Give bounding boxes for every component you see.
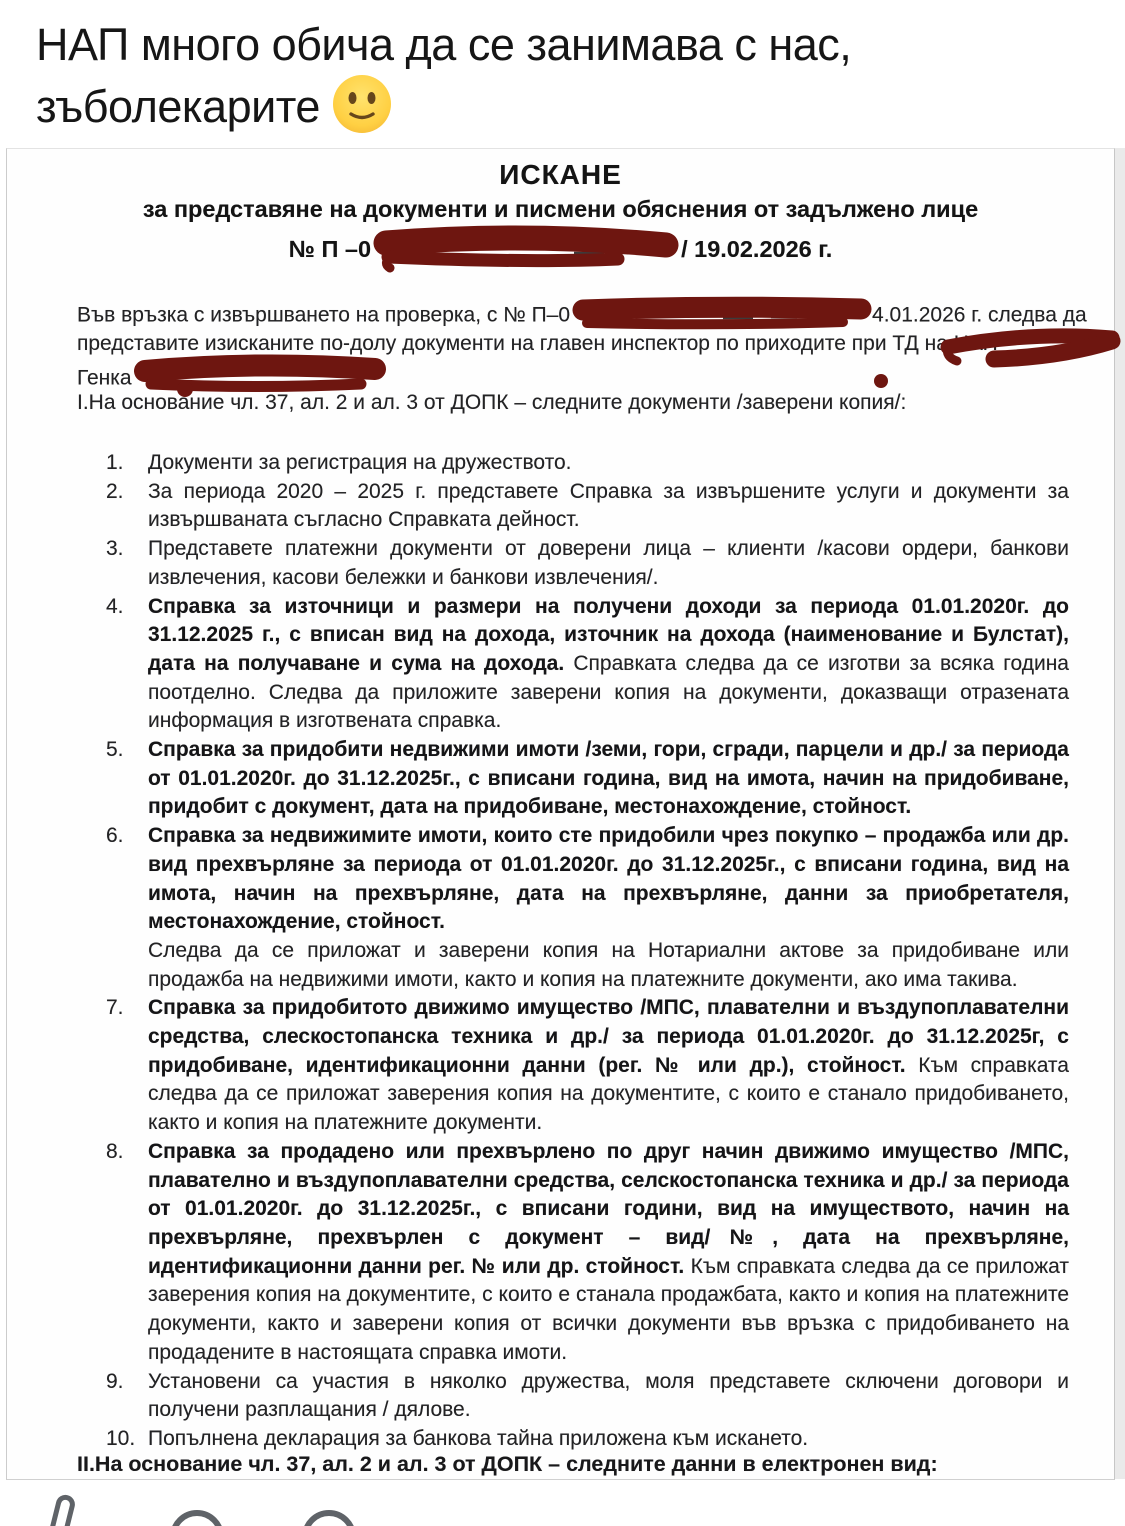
list-item-text: Справка за придобити недвижими имоти /земи, гори, сгради, парцели и др./ за периода от 01.01.2020г. до 31.12.2025г., с вписани година, вид на имота, начин на придобиване, придобит с документ, дата на придобиване, местонахождение, стойност. xyxy=(148,738,1069,819)
post-text xyxy=(36,16,851,148)
list-item xyxy=(7,1368,1114,1425)
list-item-number: 2. xyxy=(106,479,124,503)
list-item-text: Справка за източници и размери на получени доходи за периода 01.01.2020г. до 31.12.2025 г., с вписан вид на дохода, източник на дохода (наименование и Булстат), дата на получаване и сума на дохода. Справката следва да се изготви за всяка година поотделно. Следва да приложите заверени копия на документи, доказващи отразената информация в изготвената справка. xyxy=(148,594,1069,733)
list-item xyxy=(7,593,1114,737)
list-item-number: 10. xyxy=(106,1426,136,1450)
list-item-text: Справка за придобитото движимо имущество /МПС, плавателни и въздупоплавателни средства, слескостопанска техника и др./ за периода 01.01.2020г. до 31.12.2025г, с придобиване, идентификационни данни (рег. № или др.), стойност. Към справката следва да се приложат заверения копия на документите, с които е станало придобиването, както и копия на платежните документи. xyxy=(148,996,1069,1135)
document-number-line xyxy=(7,227,1114,271)
post-action-icons xyxy=(40,1492,380,1526)
list-item xyxy=(7,1425,1114,1454)
redaction-scribble-intro1 xyxy=(575,296,867,330)
list-item-number: 8. xyxy=(106,1139,124,1163)
post-text-line1: НАП много обича да се занимава с нас, xyxy=(36,19,852,70)
list-item xyxy=(7,994,1114,1138)
list-item xyxy=(7,1138,1114,1368)
reaction-circle-icon-1[interactable] xyxy=(173,1513,221,1526)
list-item-text: Документи за регистрация на дружеството. xyxy=(148,451,572,474)
redaction-scribble-name xyxy=(137,356,383,396)
list-item xyxy=(7,478,1114,535)
intro-line-1: Във връзка с извършването на проверка, с № П–0 4.01.2026 г. следва да xyxy=(77,299,1087,329)
list-item-text: Установени са участия в няколко дружества, моля представете сключени договори и получени разплащания / дялове. xyxy=(148,1369,1069,1422)
list-item xyxy=(7,736,1114,822)
document-basis-1: I.На основание чл. 37, ал. 2 и ал. 3 от ДОПК – следните документи /заверени копия/: xyxy=(77,391,907,414)
document-title: ИСКАНЕ xyxy=(499,159,622,190)
list-item-number: 6. xyxy=(106,824,124,848)
list-item-number: 4. xyxy=(106,594,124,618)
document-subtitle: за представяне на документи и писмени обяснения от задължено лице xyxy=(142,196,979,222)
list-item-text: Представете платежни документи от доверени лица – клиенти /касови ордери, банкови извлечения, касови бележки и банкови извлечения/. xyxy=(148,537,1069,589)
document-basis-2: II.На основание чл. 37, ал. 2 и ал. 3 от ДОПК – следните данни в електронен вид: xyxy=(77,1452,938,1476)
list-item-continuation: Следва да се приложат и заверени копия на Нотариални актове за придобиване или продажба на недвижими имоти, както и копия на платежните документи, ако има такива. xyxy=(148,938,1069,991)
redaction-scribble-number xyxy=(376,224,676,268)
redaction-scribble-right-edge xyxy=(942,319,1118,371)
list-item-text: Справка за недвижимите имоти, които сте придобили чрез покупко – продажба или др. вид прехвърляне за периода от 01.01.2020г. до 31.12.2025г., с вписани година, вид на имота, начин на прехвърляне, дата на прехвърляне, данни за приобретателя, местонахождение, стойност. Следва да се приложат и заверени копия на Нотариални актове за придобиване или продажба на недвижими имоти, както и копия на платежните документи, ако има такива. xyxy=(148,822,1069,994)
list-item-text: Попълнена декларация за банкова тайна приложена към искането. xyxy=(148,1426,809,1450)
list-item xyxy=(7,822,1114,994)
redaction-ink-dot xyxy=(871,371,891,391)
document-number-prefix: № П –0 xyxy=(288,235,372,262)
list-item-text: За периода 2020 – 2025 г. представете Справка за извършените услуги и документи за извършваната съгласно Справката дейност. xyxy=(148,479,1069,532)
list-item-number: 1. xyxy=(106,451,124,474)
intro-line-3: Генка xyxy=(77,359,1087,389)
intro-line-2: представите изисканите по-долу документи на главен инспектор по приходите при ТД на НАП xyxy=(77,332,998,355)
like-thumb-icon[interactable] xyxy=(50,1496,74,1526)
reaction-circle-icon-2[interactable] xyxy=(305,1513,353,1526)
document-page xyxy=(6,148,1115,1480)
post-text-line2: зъболекарите xyxy=(36,74,851,148)
list-item-number: 9. xyxy=(106,1369,124,1393)
list-item-number: 5. xyxy=(106,738,124,762)
list-item xyxy=(7,535,1114,592)
document-number-suffix: / 19.02.2026 г. xyxy=(681,235,833,262)
document-intro xyxy=(77,299,1087,389)
list-item xyxy=(7,449,1114,478)
slightly-smiling-emoji xyxy=(332,74,392,148)
document-list xyxy=(7,449,1114,1454)
list-item-text: Справка за продадено или прехвърлено по друг начин движимо имущество /МПС, плавателно и въздупоплавателни средства, селскостопанска техника и др./ за периода от 01.01.2020г. до 31.12.2025г., с вписани години, вид на имуществото, начин на прехвърляне, прехвърлен с документ – вид/№, дата на прехвърляне, идентификационни данни рег. № или др. стойност. Към справката следва да се приложат заверения копия на документите, с които е станала продажбата, както и копия на платежните документи, както и заверени копия от всички документи във връзка с придобиването на продадените в настоящата справка имоти. xyxy=(148,1139,1070,1364)
list-item-number: 3. xyxy=(106,537,124,561)
list-item-number: 7. xyxy=(106,996,124,1020)
